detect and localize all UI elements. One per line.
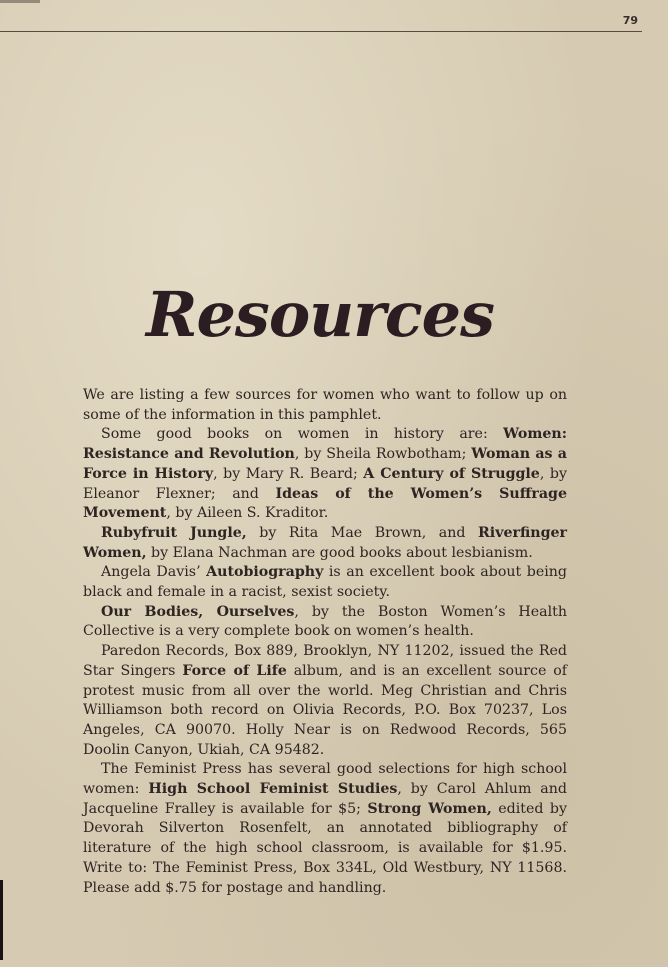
header-rule [0, 31, 642, 32]
album-title: Force of Life [182, 662, 287, 679]
page-number: 79 [622, 14, 638, 27]
body-text [83, 386, 567, 898]
text-span: Angela Davis’ [101, 564, 207, 581]
book-title: Woman as a Force in History [83, 446, 567, 482]
corner-mark [0, 0, 40, 3]
text-span: , by Sheila Rowbotham; [294, 446, 472, 463]
text-span: , by the Boston Women’s Health Collective is a very complete book on women’s health. [83, 603, 568, 640]
book-title: High School Feminist Studies [148, 781, 398, 798]
text-span: Some good books on women in history are: [101, 426, 504, 443]
text-span: Paredon Records, Box 889, Brooklyn, NY 11202, issued the Red Star Singers [83, 643, 567, 679]
binding-edge-mark [0, 880, 3, 960]
book-title: Ideas of the Women’s Suffrage Movement [83, 485, 567, 522]
feminist-press-paragraph [83, 760, 567, 898]
book-title: Women: Resistance and Revolution [83, 426, 567, 463]
text-span: album, and is an excellent source of protest music from all over the world. Meg Christian and Chris Williamson both record on Olivia Records, P.O. Box 70237, Los Angeles, CA 90070. Holly Near is on Redwood Records, 565 Doolin Canyon, Ukiah, CA 95482. [83, 662, 568, 758]
text-span: , by Carol Ahlum and Jacqueline Fralley is available for $5; [83, 781, 567, 817]
book-title: A Century of Struggle [363, 465, 540, 482]
text-span: by Elana Nachman are good books about lesbianism. [146, 544, 533, 561]
book-title: Strong Women, [367, 800, 492, 817]
text-span: , by Eleanor Flexner; and [83, 465, 567, 502]
book-title: Our Bodies, Ourselves [101, 603, 295, 620]
text-span: , by Aileen S. Kraditor. [166, 505, 329, 522]
intro-paragraph: We are listing a few sources for women who want to follow up on some of the information in this pamphlet. [83, 387, 567, 423]
text-span: The Feminist Press has several good selections for high school women: [83, 761, 567, 798]
text-span: by Rita Mae Brown, and [246, 524, 479, 541]
book-title: Riverfinger Women, [83, 524, 567, 561]
records-paragraph [83, 642, 567, 760]
page-title: Resources [145, 278, 495, 351]
autobiography-paragraph [83, 563, 567, 602]
book-title: Autobiography [206, 564, 324, 581]
history-books-paragraph [83, 425, 567, 524]
lesbianism-books-paragraph [83, 524, 567, 563]
text-span: is an excellent book about being black and female in a racist, sexist society. [83, 564, 567, 601]
book-title: Rubyfruit Jungle, [101, 524, 247, 541]
health-book-paragraph [83, 603, 567, 642]
text-span: edited by Devorah Silverton Rosenfelt, an annotated bibliography of literature of the high school classroom, is available for $1.95. Write to: The Feminist Press, Box 334L, Old Westbury, NY 11568. Please add $.75 for postage and handling. [83, 800, 567, 896]
text-span: , by Mary R. Beard; [213, 465, 364, 482]
